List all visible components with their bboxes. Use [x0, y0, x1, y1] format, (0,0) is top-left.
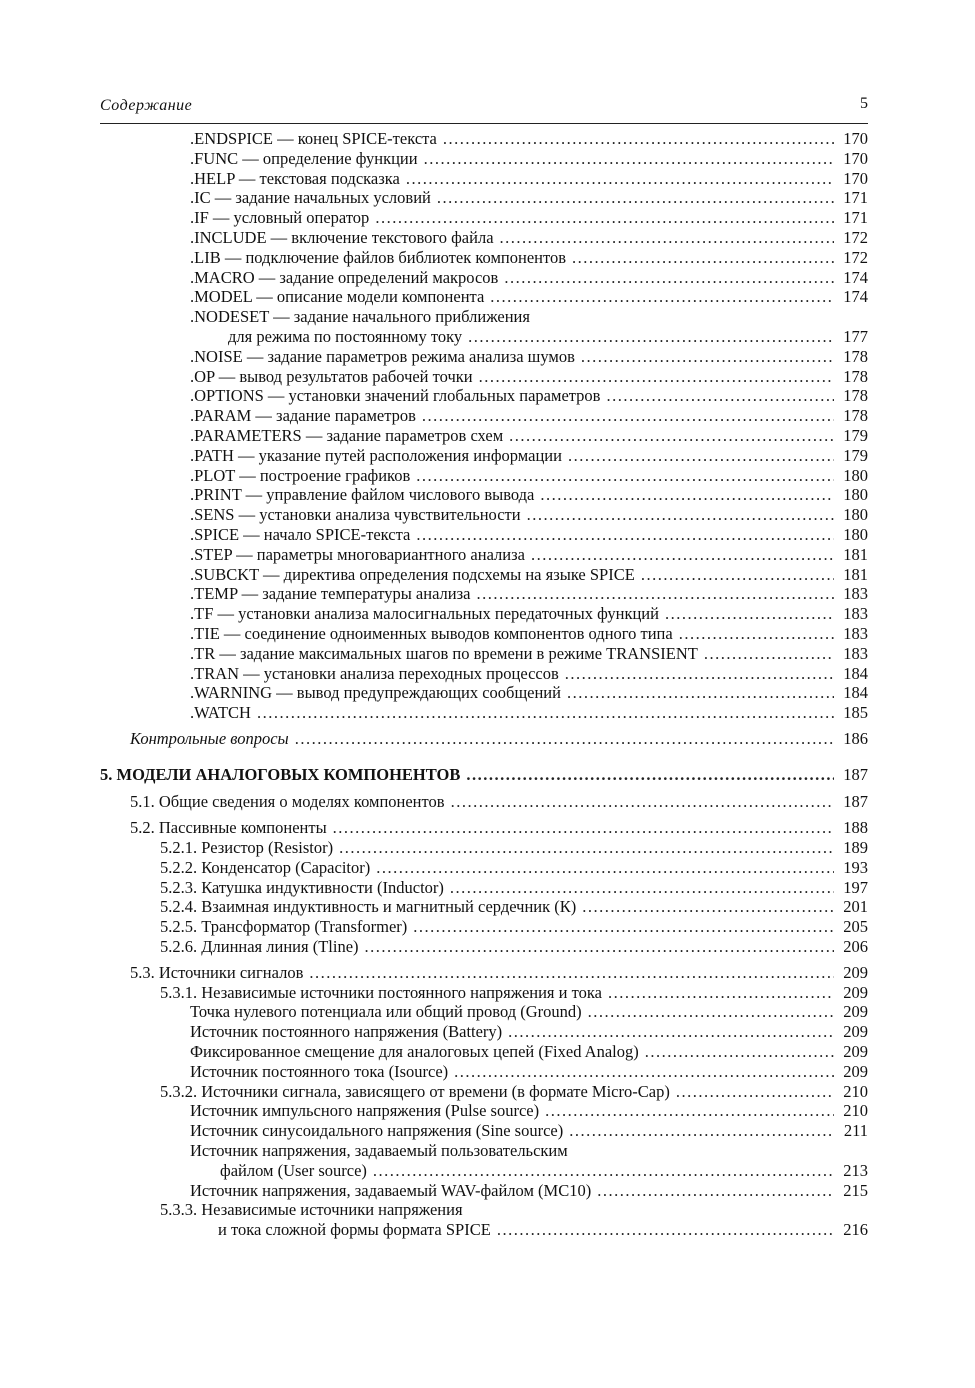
- toc-leader-dots: [597, 1181, 834, 1201]
- toc-entry-title: .FUNC — определение функции: [190, 148, 418, 168]
- toc-entry: [100, 525, 868, 545]
- toc-entry-title: .TRAN — установки анализа переходных процессов: [190, 663, 559, 683]
- toc-entry-title: 5. МОДЕЛИ АНАЛОГОВЫХ КОМПОНЕНТОВ: [100, 764, 461, 784]
- toc-entry-page: 174: [843, 267, 868, 287]
- toc-leader-dots: [606, 386, 834, 406]
- table-of-contents: [100, 129, 868, 1240]
- toc-entry: [100, 765, 868, 785]
- toc-entry-title: 5.1. Общие сведения о моделях компонентов: [130, 791, 445, 811]
- toc-leader-dots: [437, 188, 834, 208]
- toc-leader-dots: [572, 248, 834, 268]
- toc-entry: [100, 188, 868, 208]
- toc-leader-dots: [479, 367, 834, 387]
- toc-entry-page: 183: [843, 643, 868, 663]
- toc-entry-title: 5.3.1. Независимые источники постоянного напряжения и тока: [160, 982, 602, 1002]
- toc-entry: [100, 878, 868, 898]
- toc-entry-page: 183: [843, 623, 868, 643]
- toc-entry: [100, 228, 868, 248]
- toc-entry-title: 5.2.2. Конденсатор (Capacitor): [160, 857, 371, 877]
- toc-entry-page: 205: [843, 917, 868, 937]
- toc-entry: [100, 466, 868, 486]
- toc-entry: [100, 897, 868, 917]
- toc-entry-page: 216: [843, 1220, 868, 1240]
- toc-entry: [100, 327, 868, 347]
- toc-entry-page: 180: [843, 524, 868, 544]
- toc-leader-dots: [443, 129, 834, 149]
- toc-entry: [100, 208, 868, 228]
- toc-entry-title: 5.2. Пассивные компоненты: [130, 818, 327, 838]
- toc-entry-page: 180: [843, 465, 868, 485]
- toc-leader-dots: [413, 917, 834, 937]
- toc-entry-page: 178: [843, 346, 868, 366]
- toc-entry-page: 170: [843, 129, 868, 148]
- toc-entry: [100, 838, 868, 858]
- toc-entry-title: .IF — условный оператор: [190, 208, 370, 228]
- toc-leader-dots: [569, 1121, 834, 1141]
- toc-leader-dots: [508, 1022, 834, 1042]
- toc-entry: [100, 1220, 868, 1240]
- toc-leader-dots: [545, 1101, 834, 1121]
- toc-entry-page: 177: [843, 326, 868, 346]
- toc-entry-page: 213: [843, 1160, 868, 1180]
- toc-entry-title: и тока сложной формы формата SPICE: [218, 1220, 491, 1240]
- toc-entry-title: 5.2.3. Катушка индуктивности (Inductor): [160, 877, 444, 897]
- toc-entry: [100, 664, 868, 684]
- toc-leader-dots: [422, 406, 834, 426]
- toc-entry: [100, 367, 868, 387]
- toc-entry: [100, 703, 868, 723]
- toc-entry: [100, 644, 868, 664]
- toc-entry: [100, 937, 868, 957]
- toc-leader-dots: [568, 446, 834, 466]
- toc-entry-page: 178: [843, 406, 868, 426]
- page-number: 5: [860, 95, 868, 112]
- toc-entry: [100, 505, 868, 525]
- toc-entry-page: 184: [843, 663, 868, 683]
- toc-entry-page: 170: [843, 148, 868, 168]
- toc-entry-page: 188: [843, 818, 868, 838]
- toc-entry-title: .PLOT — построение графиков: [190, 465, 411, 485]
- toc-entry-page: 201: [843, 897, 868, 917]
- toc-entry-title: 5.3.2. Источники сигнала, зависящего от времени (в формате Micro-Cap): [160, 1081, 670, 1101]
- toc-entry-page: 183: [843, 604, 868, 624]
- toc-entry: [100, 858, 868, 878]
- toc-entry-title: .SUBCKT — директива определения подсхемы на языке SPICE: [190, 564, 635, 584]
- toc-leader-dots: [588, 1002, 834, 1022]
- toc-entry-title: Точка нулевого потенциала или общий провод (Ground): [190, 1002, 582, 1022]
- toc-entry-page: 178: [843, 366, 868, 386]
- toc-entry-page: 209: [843, 1042, 868, 1062]
- toc-entry-title: .STEP — параметры многовариантного анализа: [190, 544, 525, 564]
- toc-entry-title: .TF — установки анализа малосигнальных передаточных функций: [190, 604, 659, 624]
- toc-leader-dots: [451, 792, 834, 812]
- toc-entry-title: Источник постоянного напряжения (Battery): [190, 1022, 503, 1042]
- toc-entry-title: .SENS — установки анализа чувствительности: [190, 505, 521, 525]
- toc-entry: [100, 1022, 868, 1042]
- toc-entry: [100, 347, 868, 367]
- toc-entry-page: 193: [843, 857, 868, 877]
- toc-leader-dots: [567, 683, 834, 703]
- toc-entry: [100, 446, 868, 466]
- toc-leader-dots: [565, 664, 834, 684]
- toc-leader-dots: [309, 963, 834, 983]
- toc-entry-title: .OPTIONS — установки значений глобальных параметров: [190, 386, 601, 406]
- toc-entry-page: 209: [843, 1002, 868, 1022]
- toc-entry: [100, 485, 868, 505]
- toc-leader-dots: [581, 347, 834, 367]
- toc-entry: [100, 545, 868, 565]
- toc-entry: [100, 129, 868, 149]
- toc-entry: [100, 1042, 868, 1062]
- toc-entry-page: 211: [843, 1121, 868, 1141]
- toc-entry-page: 179: [843, 425, 868, 445]
- toc-leader-dots: [376, 858, 834, 878]
- toc-leader-dots: [416, 525, 834, 545]
- toc-entry: [100, 1062, 868, 1082]
- toc-entry-page: 197: [843, 877, 868, 897]
- toc-leader-dots: [509, 426, 834, 446]
- toc-entry: [100, 169, 868, 189]
- toc-leader-dots: [679, 624, 834, 644]
- toc-entry: [100, 1141, 868, 1161]
- toc-entry-page: 187: [843, 791, 868, 811]
- toc-entry-page: 178: [843, 386, 868, 406]
- toc-entry-title: .SPICE — начало SPICE-текста: [190, 524, 411, 544]
- toc-entry-page: 171: [843, 208, 868, 228]
- toc-leader-dots: [333, 818, 834, 838]
- toc-entry-title: .LIB — подключение файлов библиотек компонентов: [190, 247, 567, 267]
- toc-entry-page: 209: [843, 982, 868, 1002]
- toc-leader-dots: [497, 1220, 834, 1240]
- toc-entry-page: 209: [843, 1061, 868, 1081]
- toc-entry: [100, 426, 868, 446]
- toc-entry-title: .TIE — соединение одноименных выводов компонентов одного типа: [190, 623, 673, 643]
- toc-leader-dots: [500, 228, 834, 248]
- toc-leader-dots: [540, 485, 834, 505]
- toc-entry-page: 215: [843, 1180, 868, 1200]
- toc-entry-title: 5.3. Источники сигналов: [130, 962, 304, 982]
- toc-leader-dots: [531, 545, 834, 565]
- toc-entry-page: 183: [843, 584, 868, 604]
- toc-entry-page: 184: [843, 683, 868, 703]
- toc-entry-page: 210: [843, 1081, 868, 1101]
- toc-entry-title: .TEMP — задание температуры анализа: [190, 584, 471, 604]
- toc-entry-title: .OP — вывод результатов рабочей точки: [190, 366, 473, 386]
- toc-entry: [100, 983, 868, 1003]
- toc-entry-page: 181: [843, 544, 868, 564]
- toc-entry: [100, 565, 868, 585]
- toc-entry: [100, 917, 868, 937]
- toc-entry-title: .TR — задание максимальных шагов по времени в режиме TRANSIENT: [190, 643, 698, 663]
- toc-entry-title: .IC — задание начальных условий: [190, 188, 431, 208]
- toc-entry: [100, 604, 868, 624]
- toc-entry-title: .PRINT — управление файлом числового вывода: [190, 485, 535, 505]
- toc-entry: [100, 729, 868, 749]
- toc-leader-dots: [365, 937, 834, 957]
- toc-entry-page: 187: [843, 764, 868, 784]
- toc-entry: [100, 386, 868, 406]
- toc-entry: [100, 1161, 868, 1181]
- toc-leader-dots: [424, 149, 834, 169]
- toc-entry-page: 185: [843, 703, 868, 723]
- toc-entry: [100, 287, 868, 307]
- toc-entry-title: .PARAMETERS — задание параметров схем: [190, 425, 504, 445]
- toc-entry-title: .PATH — указание путей расположения информации: [190, 445, 562, 465]
- toc-entry-page: 189: [843, 838, 868, 858]
- toc-entry: [100, 149, 868, 169]
- toc-leader-dots: [466, 765, 834, 785]
- toc-entry-page: 210: [843, 1101, 868, 1121]
- toc-entry-page: 186: [843, 728, 868, 748]
- toc-entry-title: .WATCH: [190, 703, 251, 723]
- toc-entry-title: .NODESET — задание начального приближения: [190, 307, 530, 327]
- toc-entry-title: Источник постоянного тока (Isource): [190, 1061, 449, 1081]
- toc-entry-title: 5.3.3. Независимые источники напряжения: [160, 1200, 463, 1220]
- toc-entry: [100, 683, 868, 703]
- toc-entry-title: .ENDSPICE — конец SPICE-текста: [190, 129, 437, 148]
- toc-entry: [100, 1121, 868, 1141]
- toc-entry: [100, 818, 868, 838]
- toc-leader-dots: [608, 983, 834, 1003]
- toc-leader-dots: [476, 584, 834, 604]
- toc-entry-page: 181: [843, 564, 868, 584]
- toc-entry-title: .HELP — текстовая подсказка: [190, 168, 400, 188]
- toc-leader-dots: [295, 729, 834, 749]
- toc-entry-page: 209: [843, 962, 868, 982]
- toc-entry-title: .MACRO — задание определений макросов: [190, 267, 499, 287]
- toc-entry-page: 172: [843, 247, 868, 267]
- toc-entry: [100, 963, 868, 983]
- toc-entry-page: 180: [843, 485, 868, 505]
- toc-leader-dots: [704, 644, 834, 664]
- toc-entry-page: 170: [843, 168, 868, 188]
- toc-entry-page: 171: [843, 188, 868, 208]
- toc-leader-dots: [373, 1161, 834, 1181]
- toc-entry-title: Источник синусоидального напряжения (Sine source): [190, 1121, 564, 1141]
- toc-entry-title: 5.2.5. Трансформатор (Transformer): [160, 917, 408, 937]
- toc-entry-page: 179: [843, 445, 868, 465]
- toc-entry-title: .NOISE — задание параметров режима анализа шумов: [190, 346, 575, 366]
- toc-entry-title: Источник напряжения, задаваемый пользовательским: [190, 1141, 568, 1161]
- toc-entry: [100, 792, 868, 812]
- toc-entry-title: .MODEL — описание модели компонента: [190, 287, 485, 307]
- toc-leader-dots: [406, 169, 834, 189]
- toc-entry: [100, 624, 868, 644]
- toc-entry: [100, 307, 868, 327]
- toc-entry-title: .INCLUDE — включение текстового файла: [190, 227, 494, 247]
- toc-entry-page: 180: [843, 505, 868, 525]
- toc-entry: [100, 1002, 868, 1022]
- toc-entry-title: 5.2.4. Взаимная индуктивность и магнитный сердечник (К): [160, 897, 577, 917]
- toc-entry-title: Контрольные вопросы: [130, 728, 289, 748]
- toc-entry-title: Фиксированное смещение для аналоговых цепей (Fixed Analog): [190, 1042, 639, 1062]
- toc-entry: [100, 1181, 868, 1201]
- toc-entry: [100, 406, 868, 426]
- header-title: Содержание: [100, 97, 193, 114]
- toc-entry-title: .WARNING — вывод предупреждающих сообщений: [190, 683, 561, 703]
- toc-entry-page: 174: [843, 287, 868, 307]
- toc-leader-dots: [450, 878, 834, 898]
- toc-entry-title: файлом (User source): [220, 1160, 367, 1180]
- toc-entry: [100, 1200, 868, 1220]
- toc-entry-title: Источник импульсного напряжения (Pulse source): [190, 1101, 540, 1121]
- toc-leader-dots: [645, 1042, 834, 1062]
- toc-entry-title: Источник напряжения, задаваемый WAV-файлом (MC10): [190, 1180, 592, 1200]
- toc-entry: [100, 584, 868, 604]
- toc-leader-dots: [527, 505, 834, 525]
- toc-entry-page: 172: [843, 227, 868, 247]
- toc-entry: [100, 268, 868, 288]
- toc-entry-title: 5.2.6. Длинная линия (Tline): [160, 937, 359, 957]
- toc-entry: [100, 1101, 868, 1121]
- toc-entry-title: 5.2.1. Резистор (Resistor): [160, 838, 334, 858]
- toc-leader-dots: [641, 565, 834, 585]
- toc-leader-dots: [504, 268, 834, 288]
- toc-entry-title: .PARAM — задание параметров: [190, 406, 416, 426]
- toc-leader-dots: [454, 1062, 834, 1082]
- toc-leader-dots: [375, 208, 834, 228]
- toc-leader-dots: [416, 466, 834, 486]
- toc-leader-dots: [257, 703, 834, 723]
- toc-leader-dots: [339, 838, 834, 858]
- toc-leader-dots: [490, 287, 834, 307]
- page-header: [100, 93, 868, 124]
- toc-entry: [100, 1082, 868, 1102]
- toc-leader-dots: [468, 327, 834, 347]
- toc-entry: [100, 248, 868, 268]
- toc-leader-dots: [665, 604, 834, 624]
- toc-entry-page: 206: [843, 937, 868, 957]
- toc-leader-dots: [582, 897, 834, 917]
- toc-entry-title: для режима по постоянному току: [228, 326, 463, 346]
- toc-entry-page: 209: [843, 1022, 868, 1042]
- toc-leader-dots: [676, 1082, 834, 1102]
